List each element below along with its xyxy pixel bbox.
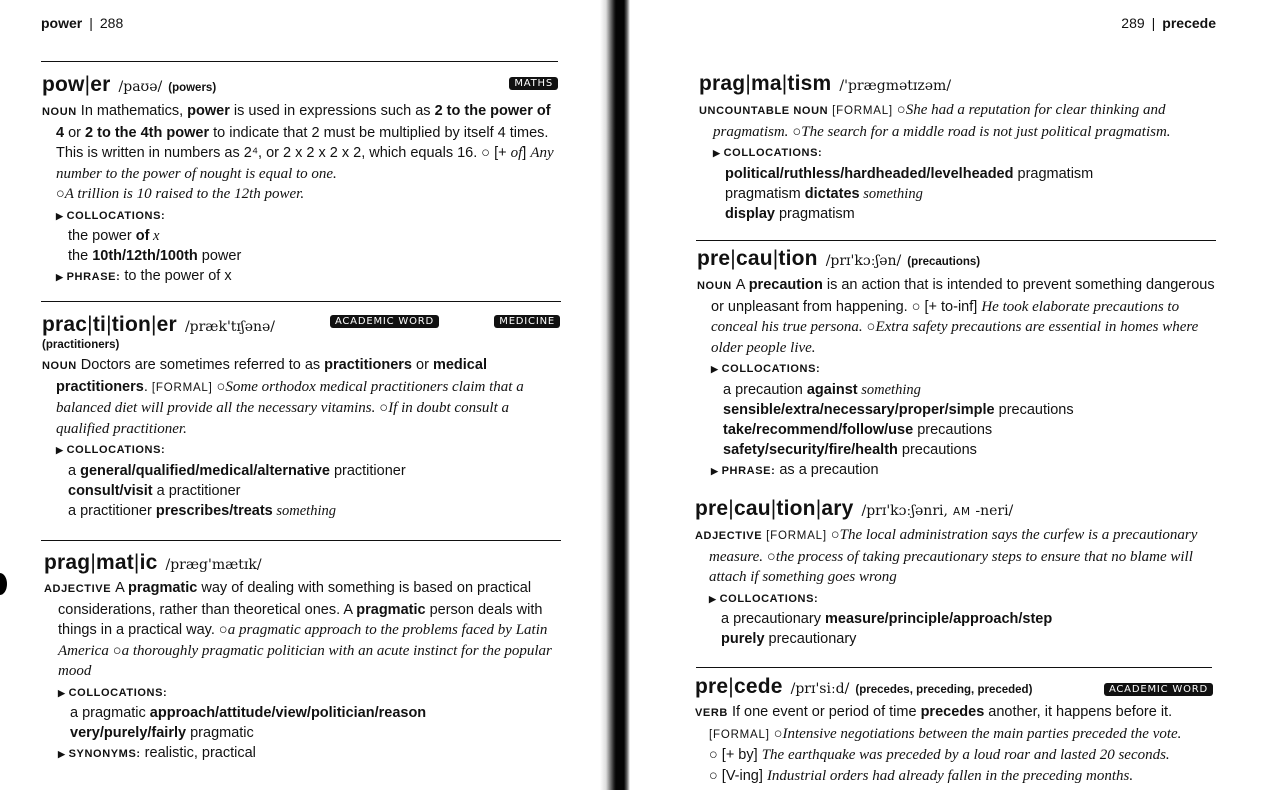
academic-word-badge: ACADEMIC WORD (330, 315, 439, 328)
definition: ADJECTIVE A pragmatic way of dealing with something is based on practical considerations, rather than theoretical ones. A pragmatic person deals with things in a practical way. ○a pragmatic approach to the problems faced by Latin America ○a thoroughly pragmatic politician with an acute instinct for the popular mood (44, 580, 552, 679)
running-head-word: power (41, 15, 83, 31)
entry-header (44, 551, 564, 575)
entry-divider (41, 301, 561, 302)
example: a thoroughly pragmatic politician with an acute instinct for the popular mood (58, 642, 552, 679)
example: a pragmatic approach to the problems faced by Latin America (58, 622, 548, 659)
entry-header (697, 247, 1222, 271)
collocation: the 10th/12th/100th power (68, 248, 242, 264)
example: The search for a middle road is not just political pragmatism. (801, 123, 1171, 140)
headword: prac|ti|tion|er (42, 313, 177, 336)
headword: pow|er (42, 73, 111, 96)
collocation: safety/security/fire/health precautions (723, 441, 977, 458)
definition: NOUN Doctors are sometimes referred to as practitioners or medical practitioners. [FORMAL] ○Some orthodox medical practitioners claim that a balanced diet will provide all the necessary vitamins. ○If in doubt consult a qualified practitioner. (42, 357, 524, 437)
pronunciation: /prɪ'siːd/ (790, 681, 850, 697)
headword: pre|cede (695, 675, 783, 698)
example: the process of taking precautionary steps to ensure that no blame will attach if something goes wrong (709, 548, 1193, 585)
definition: UNCOUNTABLE NOUN [FORMAL] ○She had a reputation for clear thinking and pragmatism. ○The search for a middle road is not just political pragmatism. (699, 102, 1171, 140)
collocation: the power of x (68, 228, 160, 244)
collocation: consult/visit a practitioner (68, 482, 241, 499)
running-head-word: precede (1162, 15, 1216, 31)
example: Extra safety precautions are essential in homes where older people live. (711, 319, 1199, 356)
example: Any number to the power of nought is equal to one. (56, 145, 554, 182)
example: A trillion is 10 raised to the 12th power. (64, 186, 305, 202)
entry-divider (41, 540, 561, 541)
example: Intensive negotiations between the main parties preceded the vote. (782, 725, 1182, 742)
pronunciation: /præk'tɪʃənə/ (184, 319, 276, 335)
inflections: (practitioners) (42, 339, 120, 351)
entry-header (699, 72, 1219, 96)
inflections: (precedes, preceding, preceded) (855, 684, 1033, 696)
collocation: sensible/extra/necessary/proper/simple precautions (723, 401, 1074, 418)
entry-header (42, 73, 562, 97)
example: Industrial orders had already fallen in the preceding months. (766, 767, 1134, 784)
pronunciation: /'prægmətɪzəm/ (839, 78, 952, 94)
collocations-label: ▶ COLLOCATIONS: (58, 682, 564, 704)
example: The local administration says the curfew is a precautionary measure. (709, 527, 1198, 565)
definition: VERB If one event or period of time precedes another, it happens before it. [FORMAL] ○Intensive negotiations between the main parties preceded the vote. ○ [+ by] The earthquake was preceded by a loud roar and lasted 20 seconds. ○ [V-ing] Industrial orders had already fallen in the preceding months. (695, 704, 1182, 784)
entry-power (42, 73, 562, 288)
running-head-right: 289 | precede (1121, 15, 1216, 31)
collocations-label: ▶ COLLOCATIONS: (56, 439, 562, 461)
collocation: take/recommend/follow/use precautions (723, 421, 993, 438)
phrase: ▶ PHRASE: to the power of x (56, 266, 562, 288)
phrase: ▶ PHRASE: as a precaution (711, 460, 1222, 482)
entry-practitioner (42, 313, 562, 521)
pronunciation: /præg'mætɪk/ (165, 557, 262, 573)
page-number: 288 (99, 15, 124, 31)
am-pronunciation: -neri/ (970, 503, 1014, 519)
synonyms: ▶ SYNONYMS: realistic, practical (58, 743, 564, 765)
left-page (0, 0, 600, 790)
entry-divider (41, 61, 558, 62)
pronunciation: /prɪ'kɔːʃənri, (861, 503, 948, 519)
pronunciation: /paʊə/ (118, 79, 163, 95)
collocation: a precaution against something (723, 381, 921, 398)
book-spine (600, 0, 630, 790)
inflections: (precautions) (907, 256, 981, 268)
entry-pragmatism (699, 72, 1219, 224)
running-head-left: power | 288 (41, 15, 124, 31)
subject-badge: MEDICINE (494, 315, 560, 328)
example: He took elaborate precautions to conceal his true persona. (711, 298, 1180, 335)
collocation: a practitioner prescribes/treats something (68, 502, 336, 519)
collocation: a general/qualified/medical/alternative practitioner (68, 462, 406, 479)
definition: ADJECTIVE [FORMAL] ○The local administration says the curfew is a precautionary measure. ○the process of taking precautionary steps to ensure that no blame will attach if something goes wrong (695, 527, 1198, 585)
collocation: display pragmatism (725, 205, 855, 222)
entry-divider (696, 667, 1212, 668)
definition: NOUN A precaution is an action that is intended to prevent something dangerous or unpleasant from happening. ○ [+ to-inf] He took elaborate precautions to conceal his true persona. ○Extra safety precautions are essential in homes where older people live. (697, 277, 1215, 356)
academic-word-badge: ACADEMIC WORD (1104, 683, 1213, 696)
page-number: 289 (1121, 15, 1145, 31)
am-label: AM (953, 506, 971, 518)
collocation: a pragmatic approach/attitude/view/politician/reason (70, 705, 427, 721)
example: The earthquake was preceded by a loud roar and lasted 20 seconds. (761, 747, 1170, 763)
collocations-label: ▶ COLLOCATIONS: (713, 142, 1219, 164)
entry-precede (695, 675, 1215, 786)
entry-precaution (697, 247, 1222, 481)
entry-header (695, 497, 1220, 521)
entry-pragmatic (44, 551, 564, 765)
entry-divider (696, 240, 1216, 241)
inflections: (powers) (168, 82, 217, 94)
headword: pre|cau|tion (697, 247, 818, 270)
collocation: political/ruthless/hardheaded/levelheaded pragmatism (725, 165, 1094, 182)
right-page (630, 0, 1266, 790)
pronunciation: /prɪ'kɔːʃən/ (825, 253, 902, 269)
collocations-label: ▶ COLLOCATIONS: (709, 588, 1220, 610)
collocations-label: ▶ COLLOCATIONS: (711, 358, 1222, 380)
collocation: a precautionary measure/principle/approach/step (721, 611, 1053, 627)
example: She had a reputation for clear thinking and pragmatism. (713, 102, 1166, 140)
collocation: very/purely/fairly pragmatic (70, 725, 254, 741)
entry-header (42, 313, 562, 337)
collocations-label: ▶ COLLOCATIONS: (56, 205, 562, 227)
collocation: pragmatism dictates something (725, 185, 923, 202)
headword: pre|cau|tion|ary (695, 497, 854, 520)
subject-badge: MATHS (509, 77, 558, 90)
example: Some orthodox medical practitioners claim that a balanced diet will provide all the necessary vitamins. (56, 378, 524, 416)
entry-precautionary (695, 497, 1220, 649)
collocation: purely precautionary (721, 631, 857, 647)
example: If in doubt consult a qualified practitioner. (56, 400, 510, 437)
headword: prag|mat|ic (44, 551, 158, 574)
headword: prag|ma|tism (699, 72, 832, 95)
definition: NOUN In mathematics, power is used in expressions such as 2 to the power of 4 or 2 to the 4th power to indicate that 2 must be multiplied by itself 4 times. This is written in numbers as 2⁴, or 2 x 2 x 2 x 2, which equals 16. ○ [+ of] Any number to the power of nought is equal to one. ○A trillion is 10 raised to the 12th power. (42, 103, 554, 202)
